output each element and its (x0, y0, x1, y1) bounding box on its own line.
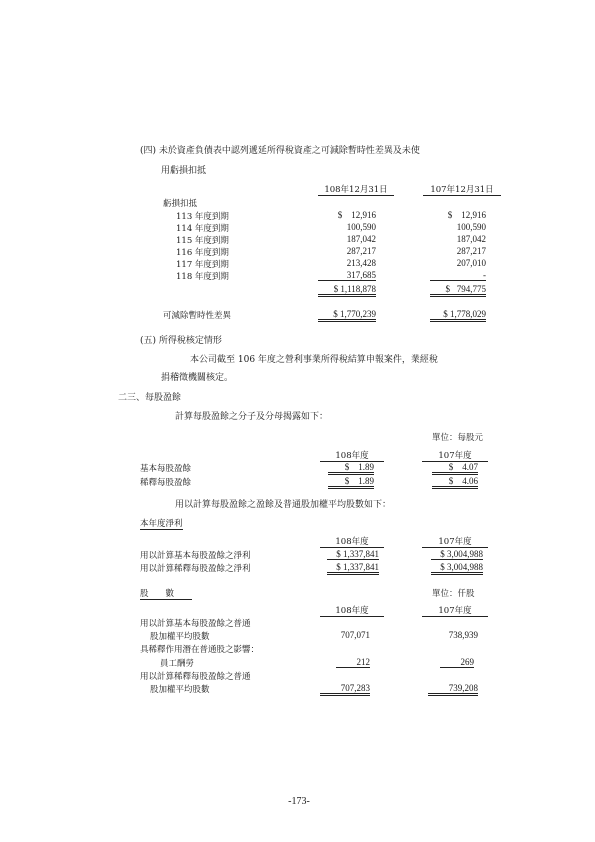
shares-title: 股 數 (140, 587, 192, 600)
loss-subtotal-v1: $ 1,118,878 (318, 284, 376, 297)
loss-row-v1: 187,042 (346, 234, 376, 244)
basic-shares-v2: 738,939 (448, 630, 478, 640)
loss-row-v1: 287,217 (346, 246, 376, 256)
basic-ni-v1: $ 1,337,841 (327, 549, 379, 560)
diluted-shares-v2: 739,208 (428, 683, 478, 696)
diluted-ni-label: 用以計算稀釋每股盈餘之淨利 (140, 564, 251, 574)
loss-row-v1: 100,590 (346, 222, 376, 232)
employee-comp-label: 員工酬勞 (160, 659, 195, 669)
eps-col-2018: 107年度 (422, 449, 488, 462)
basic-ni-v2: $ 3,004,988 (431, 549, 483, 560)
deductible-diff-v1: $ 1,770,239 (318, 309, 376, 322)
ni-col-2018: 107年度 (422, 535, 488, 548)
section5-text-line1: 本公司截至 106 年度之營利事業所得稅結算申報案件，業經稅 (190, 355, 438, 365)
deductible-diff-v2: $ 1,778,029 (430, 309, 486, 322)
eps-col-2019: 108年度 (320, 449, 384, 462)
loss-row-v2: 207,010 (456, 258, 486, 268)
loss-row-v1: 317,685 (318, 270, 376, 281)
section23-title: 二三、每股盈餘 (118, 393, 182, 403)
loss-row-v1: 213,428 (346, 258, 376, 268)
loss-row-v2: 100,590 (456, 222, 486, 232)
col-header-2018: 107年12月31日 (423, 183, 501, 196)
loss-subtotal-v2: $ 794,775 (430, 284, 486, 297)
diluted-ni-v2: $ 3,004,988 (431, 562, 483, 575)
basic-shares-v1: 707,071 (340, 630, 370, 640)
page-number: -173- (288, 796, 310, 807)
loss-row-v2: 287,217 (456, 246, 486, 256)
basic-shares-label-2: 股加權平均股數 (150, 632, 210, 642)
basic-eps-v1: $ 1.89 (328, 462, 374, 475)
loss-row-label: 114 年度到期 (176, 224, 229, 234)
section23-intro: 計算每股盈餘之分子及分母揭露如下： (175, 412, 329, 422)
loss-carryforward-label: 虧損扣抵 (163, 199, 198, 209)
employee-comp-v2: 269 (440, 657, 474, 668)
net-income-title: 本年度淨利 (140, 519, 183, 529)
loss-row-label: 115 年度到期 (176, 236, 229, 246)
diluted-eps-label: 稀釋每股盈餘 (140, 478, 192, 488)
loss-row-label: 113 年度到期 (176, 212, 229, 222)
ni-col-2019: 108年度 (320, 535, 384, 548)
diluted-shares-v1: 707,283 (320, 683, 370, 696)
basic-shares-label-1: 用以計算基本每股盈餘之普通 (140, 619, 251, 629)
deductible-diff-label: 可減除暫時性差異 (163, 311, 232, 321)
section5-text-line2: 捐稽徵機關核定。 (161, 373, 234, 383)
shares-col-2018: 107年度 (422, 604, 488, 617)
dilutive-effect-label: 具稀釋作用潛在普通股之影響： (140, 645, 260, 655)
diluted-eps-v1: $ 1.89 (328, 476, 374, 489)
unit-per-share: 單位：每股元 (432, 433, 484, 443)
diluted-shares-label-2: 股加權平均股數 (150, 685, 210, 695)
basic-ni-label: 用以計算基本每股盈餘之淨利 (140, 551, 251, 561)
loss-row-v1: $ 12,916 (337, 210, 376, 220)
loss-row-label: 118 年度到期 (176, 272, 229, 282)
diluted-shares-label-1: 用以計算稀釋每股盈餘之普通 (140, 672, 251, 682)
section5-title: (五) 所得稅核定情形 (140, 336, 222, 346)
section23-intro2: 用以計算每股盈餘之盈餘及普通股加權平均股數如下： (175, 500, 392, 510)
shares-col-2019: 108年度 (320, 604, 384, 617)
loss-row-label: 116 年度到期 (176, 248, 229, 258)
basic-eps-v2: $ 4.07 (432, 462, 478, 475)
loss-row-v2: 187,042 (456, 234, 486, 244)
basic-eps-label: 基本每股盈餘 (140, 464, 192, 474)
section4-title-line1: (四) 未於資產負債表中認列遞延所得稅資產之可減除暫時性差異及未使 (140, 146, 420, 156)
loss-row-v2: $ 12,916 (447, 210, 486, 220)
loss-row-label: 117 年度到期 (176, 260, 229, 270)
loss-row-v2: - (430, 270, 486, 281)
unit-thousand-shares: 單位：仟股 (432, 589, 475, 599)
diluted-eps-v2: $ 4.06 (432, 476, 478, 489)
col-header-2019: 108年12月31日 (318, 183, 394, 196)
diluted-ni-v1: $ 1,337,841 (327, 562, 379, 575)
section4-title-line2: 用虧損扣抵 (161, 166, 207, 176)
employee-comp-v1: 212 (336, 657, 370, 668)
